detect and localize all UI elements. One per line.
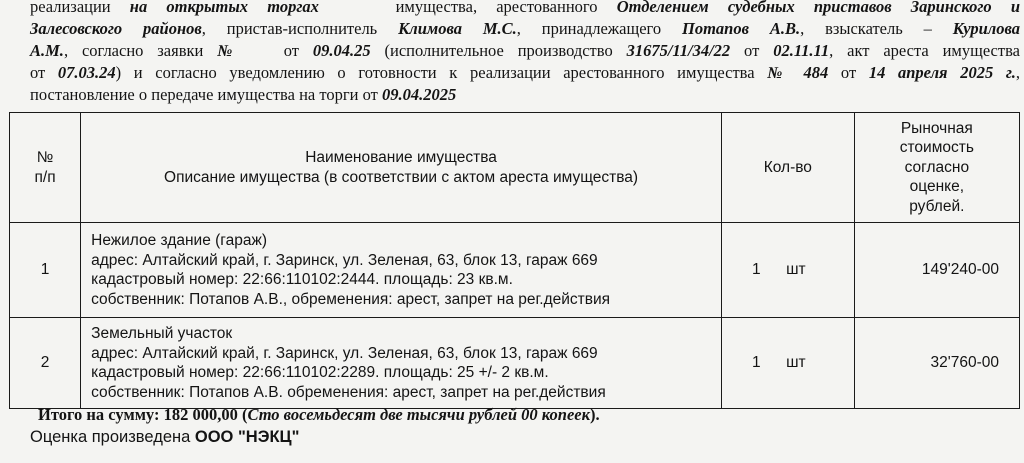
table-row xyxy=(10,318,1020,409)
row-quantity: 1 шт xyxy=(722,223,855,318)
item-cadastral: кадастровый номер: 22:66:110102:2289. площадь: 25 +/- 2 кв.м. xyxy=(91,364,549,381)
item-owner: собственник: Потапов А.В., обременения: арест, запрет на рег.действия xyxy=(91,290,611,308)
header-description: Наименование имущества Описание имущества (в соответствии с актом ареста имущества) xyxy=(81,113,722,223)
appraiser-line: Оценка произведена ООО "НЭКЦ" xyxy=(30,428,300,446)
header-market-value: Рыночная стоимость согласно оценке, рублей. xyxy=(854,113,1019,223)
property-table xyxy=(9,112,1020,409)
intro-line-5: постановление о передаче имущества на торги от 09.04.2025 xyxy=(30,85,457,104)
row-number: 2 xyxy=(10,318,81,409)
intro-paragraph xyxy=(30,0,1020,106)
intro-line-1: реализации на открытых торгах имущества, арестованного Отделением судебных приставов Заринского и xyxy=(30,0,1021,16)
table-header-row xyxy=(10,113,1020,223)
item-cadastral: кадастровый номер: 22:66:110102:2444. площадь: 23 кв.м. xyxy=(91,271,513,288)
item-owner: собственник: Потапов А.В. обременения: арест, запрет на рег.действия xyxy=(91,383,606,401)
header-quantity: Кол-во xyxy=(722,113,855,223)
total-amount: Итого на сумму: 182 000,00 (Сто восемьдесят две тысячи рублей 00 копеек). xyxy=(38,405,600,424)
row-price: 32'760-00 xyxy=(854,318,1019,409)
row-number: 1 xyxy=(10,223,81,318)
row-description xyxy=(81,223,722,318)
table-row xyxy=(10,223,1020,318)
intro-line-4: от 07.03.24) и согласно уведомлению о готовности к реализации арестованного имущества № 484 от 14 апреля 2025 г., xyxy=(30,63,1020,82)
item-title: Земельный участок xyxy=(91,325,233,342)
header-number: № п/п xyxy=(10,113,81,223)
row-description xyxy=(81,318,722,409)
item-address: адрес: Алтайский край, г. Заринск, ул. Зеленая, 63, блок 13, гараж 669 xyxy=(91,251,598,269)
row-price: 149'240-00 xyxy=(854,223,1019,318)
intro-line-3: А.М., согласно заявки № от 09.04.25 (исполнительное производство 31675/11/34/22 от 02.11.11, акт ареста имущества xyxy=(30,41,1020,60)
row-quantity: 1 шт xyxy=(722,318,855,409)
item-address: адрес: Алтайский край, г. Заринск, ул. Зеленая, 63, блок 13, гараж 669 xyxy=(91,344,598,362)
intro-line-2: Залесовского районов, пристав-исполнитель Климова М.С., принадлежащего Потапов А.В., взыскатель – Курилова xyxy=(30,19,1020,38)
item-title: Нежилое здание (гараж) xyxy=(91,232,267,249)
